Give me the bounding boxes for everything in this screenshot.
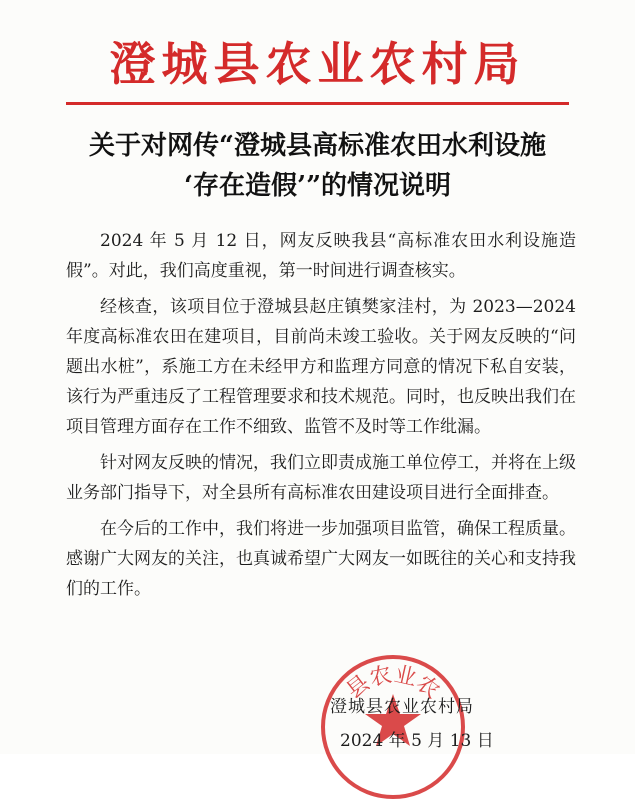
paragraph-1: 2024 年 5 月 12 日，网友反映我县“高标准农田水利设施造假”。对此，我们高度重视，第一时间进行调查核实。 (66, 231, 576, 281)
masthead-title: 澄城县农业农村局 (109, 37, 526, 91)
document-title-line-2: ‘存在造假’”的情况说明 (183, 171, 452, 201)
signature-organization: 澄城县农业农村局 (330, 697, 474, 717)
document-body (66, 226, 576, 610)
paragraph-2: 经核查，该项目位于澄城县赵庄镇樊家洼村，为 2023—2024 年度高标准农田在建项目，目前尚未竣工验收。关于网友反映的“问题出水桩”，系施工方在未经甲方和监理方同意的情况下私自安装，该行为严重违反了工程管理要求和技术规范。同时，也反映出我们在项目管理方面存在工作不细致、监管不及时等工作纰漏。 (66, 297, 576, 437)
red-divider-line (66, 102, 569, 105)
seal-text: 县农业农 (341, 662, 445, 705)
official-seal-stamp (318, 652, 468, 802)
paragraph-3: 针对网友反映的情况，我们立即责成施工单位停工，并将在上级业务部门指导下，对全县所有高标准农田建设项目进行全面排查。 (66, 453, 576, 503)
document-title-line-1: 关于对网传“澄城县高标准农田水利设施 (89, 131, 546, 161)
document-date: 2024 年 5 月 13 日 (340, 731, 494, 751)
paragraph-4: 在今后的工作中，我们将进一步加强项目监管，确保工程质量。感谢广大网友的关注，也真诚希望广大网友一如既往的关心和支持我们的工作。 (66, 519, 576, 599)
document-title (40, 126, 595, 206)
